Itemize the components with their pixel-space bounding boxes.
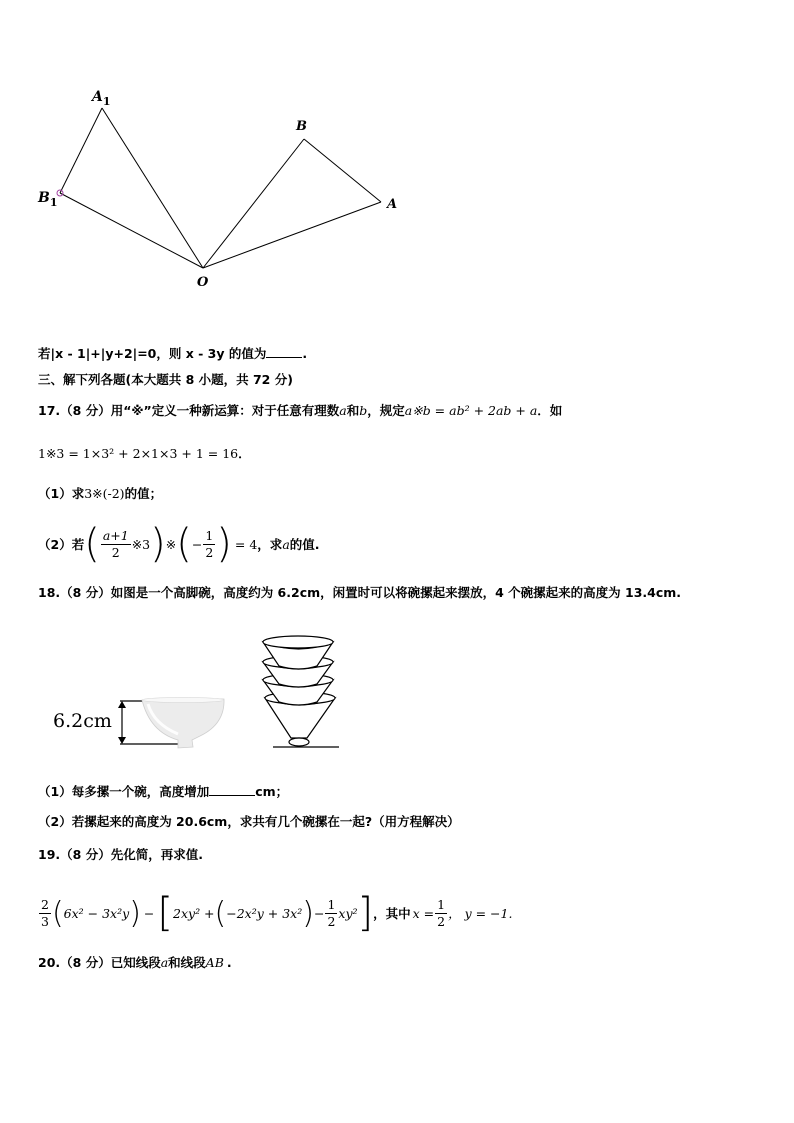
- q19-minus: −: [313, 905, 325, 921]
- q19-expression: [38, 889, 512, 937]
- segment-B-O: [203, 139, 304, 268]
- q17-rule-suffix: ．如: [537, 403, 563, 418]
- q19-lbracket: [: [157, 890, 173, 936]
- label-O: O: [197, 275, 209, 290]
- q17-part1: [38, 484, 162, 502]
- q19-minus-bracket: −: [143, 905, 155, 921]
- q17-part2-eq: = 4: [234, 536, 258, 552]
- q19-lparen1: (: [51, 895, 64, 931]
- segment-B1-O: [60, 193, 203, 268]
- q17-example-line: [38, 444, 251, 462]
- q17-part2-end-a: ，求: [257, 537, 283, 552]
- q17-part2-lparen: (: [84, 521, 100, 567]
- q19-half: [325, 897, 337, 930]
- q17-part2-num2: 1: [205, 527, 214, 543]
- q18-part2: （2）若摞起来的高度为 20.6cm，求共有几个碗摞在一起?（用方程解决）: [38, 814, 460, 829]
- bowl-height-label: 6.2cm: [53, 710, 112, 732]
- label-B1: $B_1$: [38, 190, 58, 209]
- q17-part2-minus: −: [191, 536, 203, 552]
- q19-coef: [39, 897, 51, 930]
- q17-example: 1※3 = 1×3² + 2×1×3 + 1 = 16: [38, 446, 239, 461]
- q17-intro: 17.（8 分）用“※”定义一种新运算：对于任意有理数: [38, 403, 340, 418]
- segment-A1-B1: [60, 108, 102, 193]
- q17-part2-num: a+1: [102, 527, 129, 543]
- q17-part2-den2: 2: [205, 544, 214, 560]
- q17-part1-end: 的值；: [124, 486, 163, 501]
- label-A1: $A_1$: [92, 89, 111, 108]
- q17-part1-label: （1）求: [38, 486, 85, 501]
- q19-lparen2: (: [214, 895, 227, 931]
- q17-part2-fraction2: [203, 528, 215, 561]
- q19-where: ，其中: [373, 906, 411, 921]
- q17-part2-end-b: 的值.: [289, 537, 320, 552]
- q19-x-frac: [435, 897, 447, 930]
- q17-var-b: b: [359, 403, 368, 418]
- q17-part2-label: （2）若: [38, 537, 85, 552]
- bowl-height-figure: [50, 690, 240, 755]
- q19-coef-den: 3: [41, 913, 49, 929]
- q18-answer-blank: [209, 783, 255, 796]
- q17-var-a: a: [339, 403, 347, 418]
- label-A: A: [387, 197, 398, 212]
- q18-part1-b: cm；: [255, 784, 289, 799]
- segment-B-A: [304, 139, 381, 202]
- q20-text-a: 20.（8 分）已知线段: [38, 955, 161, 970]
- stacked-bowls-figure: [255, 628, 345, 752]
- q17-example-end: ．: [238, 446, 251, 461]
- q17-part1-expr: 3※(-2): [84, 486, 125, 501]
- q18-part1: [38, 782, 288, 800]
- question-20: [38, 953, 232, 971]
- question-19: 19.（8 分）先化简，再求值.: [38, 847, 203, 862]
- q19-x-eq: x =: [412, 905, 435, 921]
- bowl-photo: [142, 697, 224, 748]
- q19-x-num: 1: [437, 896, 446, 912]
- q19-paren2: −2x²y + 3x²: [226, 905, 303, 921]
- question-16: [38, 344, 307, 362]
- q17-part2-rparen: ): [150, 521, 166, 567]
- q19-half-den: 2: [327, 913, 336, 929]
- q17-rule: a※b = ab² + 2ab + a: [404, 403, 538, 418]
- q17-part2-op: ※: [165, 536, 177, 552]
- q19-rparen1: ): [129, 895, 141, 931]
- q16-text: 若|x - 1|+|y+2|=0，则 x - 3y 的值为: [38, 346, 267, 361]
- q20-var-ab: AB: [205, 955, 224, 970]
- q20-var-a: a: [160, 955, 169, 970]
- question-17: [38, 401, 562, 419]
- q19-bracket-a: 2xy² +: [173, 905, 215, 921]
- q20-and: 和线段: [168, 955, 206, 970]
- q17-part2-rparen2: ): [216, 521, 232, 567]
- q17-part2-fraction: [101, 528, 131, 561]
- q19-x-den: 2: [437, 913, 446, 929]
- q19-half-num: 1: [327, 896, 336, 912]
- q19-xy2: xy²: [338, 905, 358, 921]
- segment-A1-O: [102, 108, 203, 268]
- q17-and: 和: [346, 403, 360, 418]
- geometry-figure: [30, 80, 420, 295]
- q17-part2: [38, 520, 320, 568]
- q18-part1-a: （1）每多摞一个碗，高度增加: [38, 784, 210, 799]
- question-18: 18.（8 分）如图是一个高脚碗，高度约为 6.2cm，闲置时可以将碗摞起来摆放，4 个碗摞起来的高度为 13.4cm.: [38, 585, 682, 600]
- q20-end: .: [226, 955, 232, 970]
- q16-end: .: [302, 346, 308, 361]
- segment-A-O: [203, 202, 381, 268]
- q17-part2-den: 2: [111, 544, 120, 560]
- q19-coef-num: 2: [41, 896, 49, 912]
- q19-rbracket: ]: [357, 890, 374, 936]
- q17-part2-mid: ※3: [131, 536, 151, 552]
- q19-paren1: 6x² − 3x²y: [63, 905, 130, 921]
- q19-rparen2: ): [302, 895, 314, 931]
- q17-part2-lparen2: (: [176, 521, 192, 567]
- section-heading: 三、解下列各题(本大题共 8 小题，共 72 分): [38, 372, 293, 387]
- q17-rule-prefix: ，规定: [367, 403, 405, 418]
- q19-y-eq: ， y = −1.: [448, 906, 513, 921]
- q17-part2-var: a: [282, 536, 290, 552]
- label-B: B: [296, 119, 307, 134]
- q16-answer-blank: [266, 345, 302, 358]
